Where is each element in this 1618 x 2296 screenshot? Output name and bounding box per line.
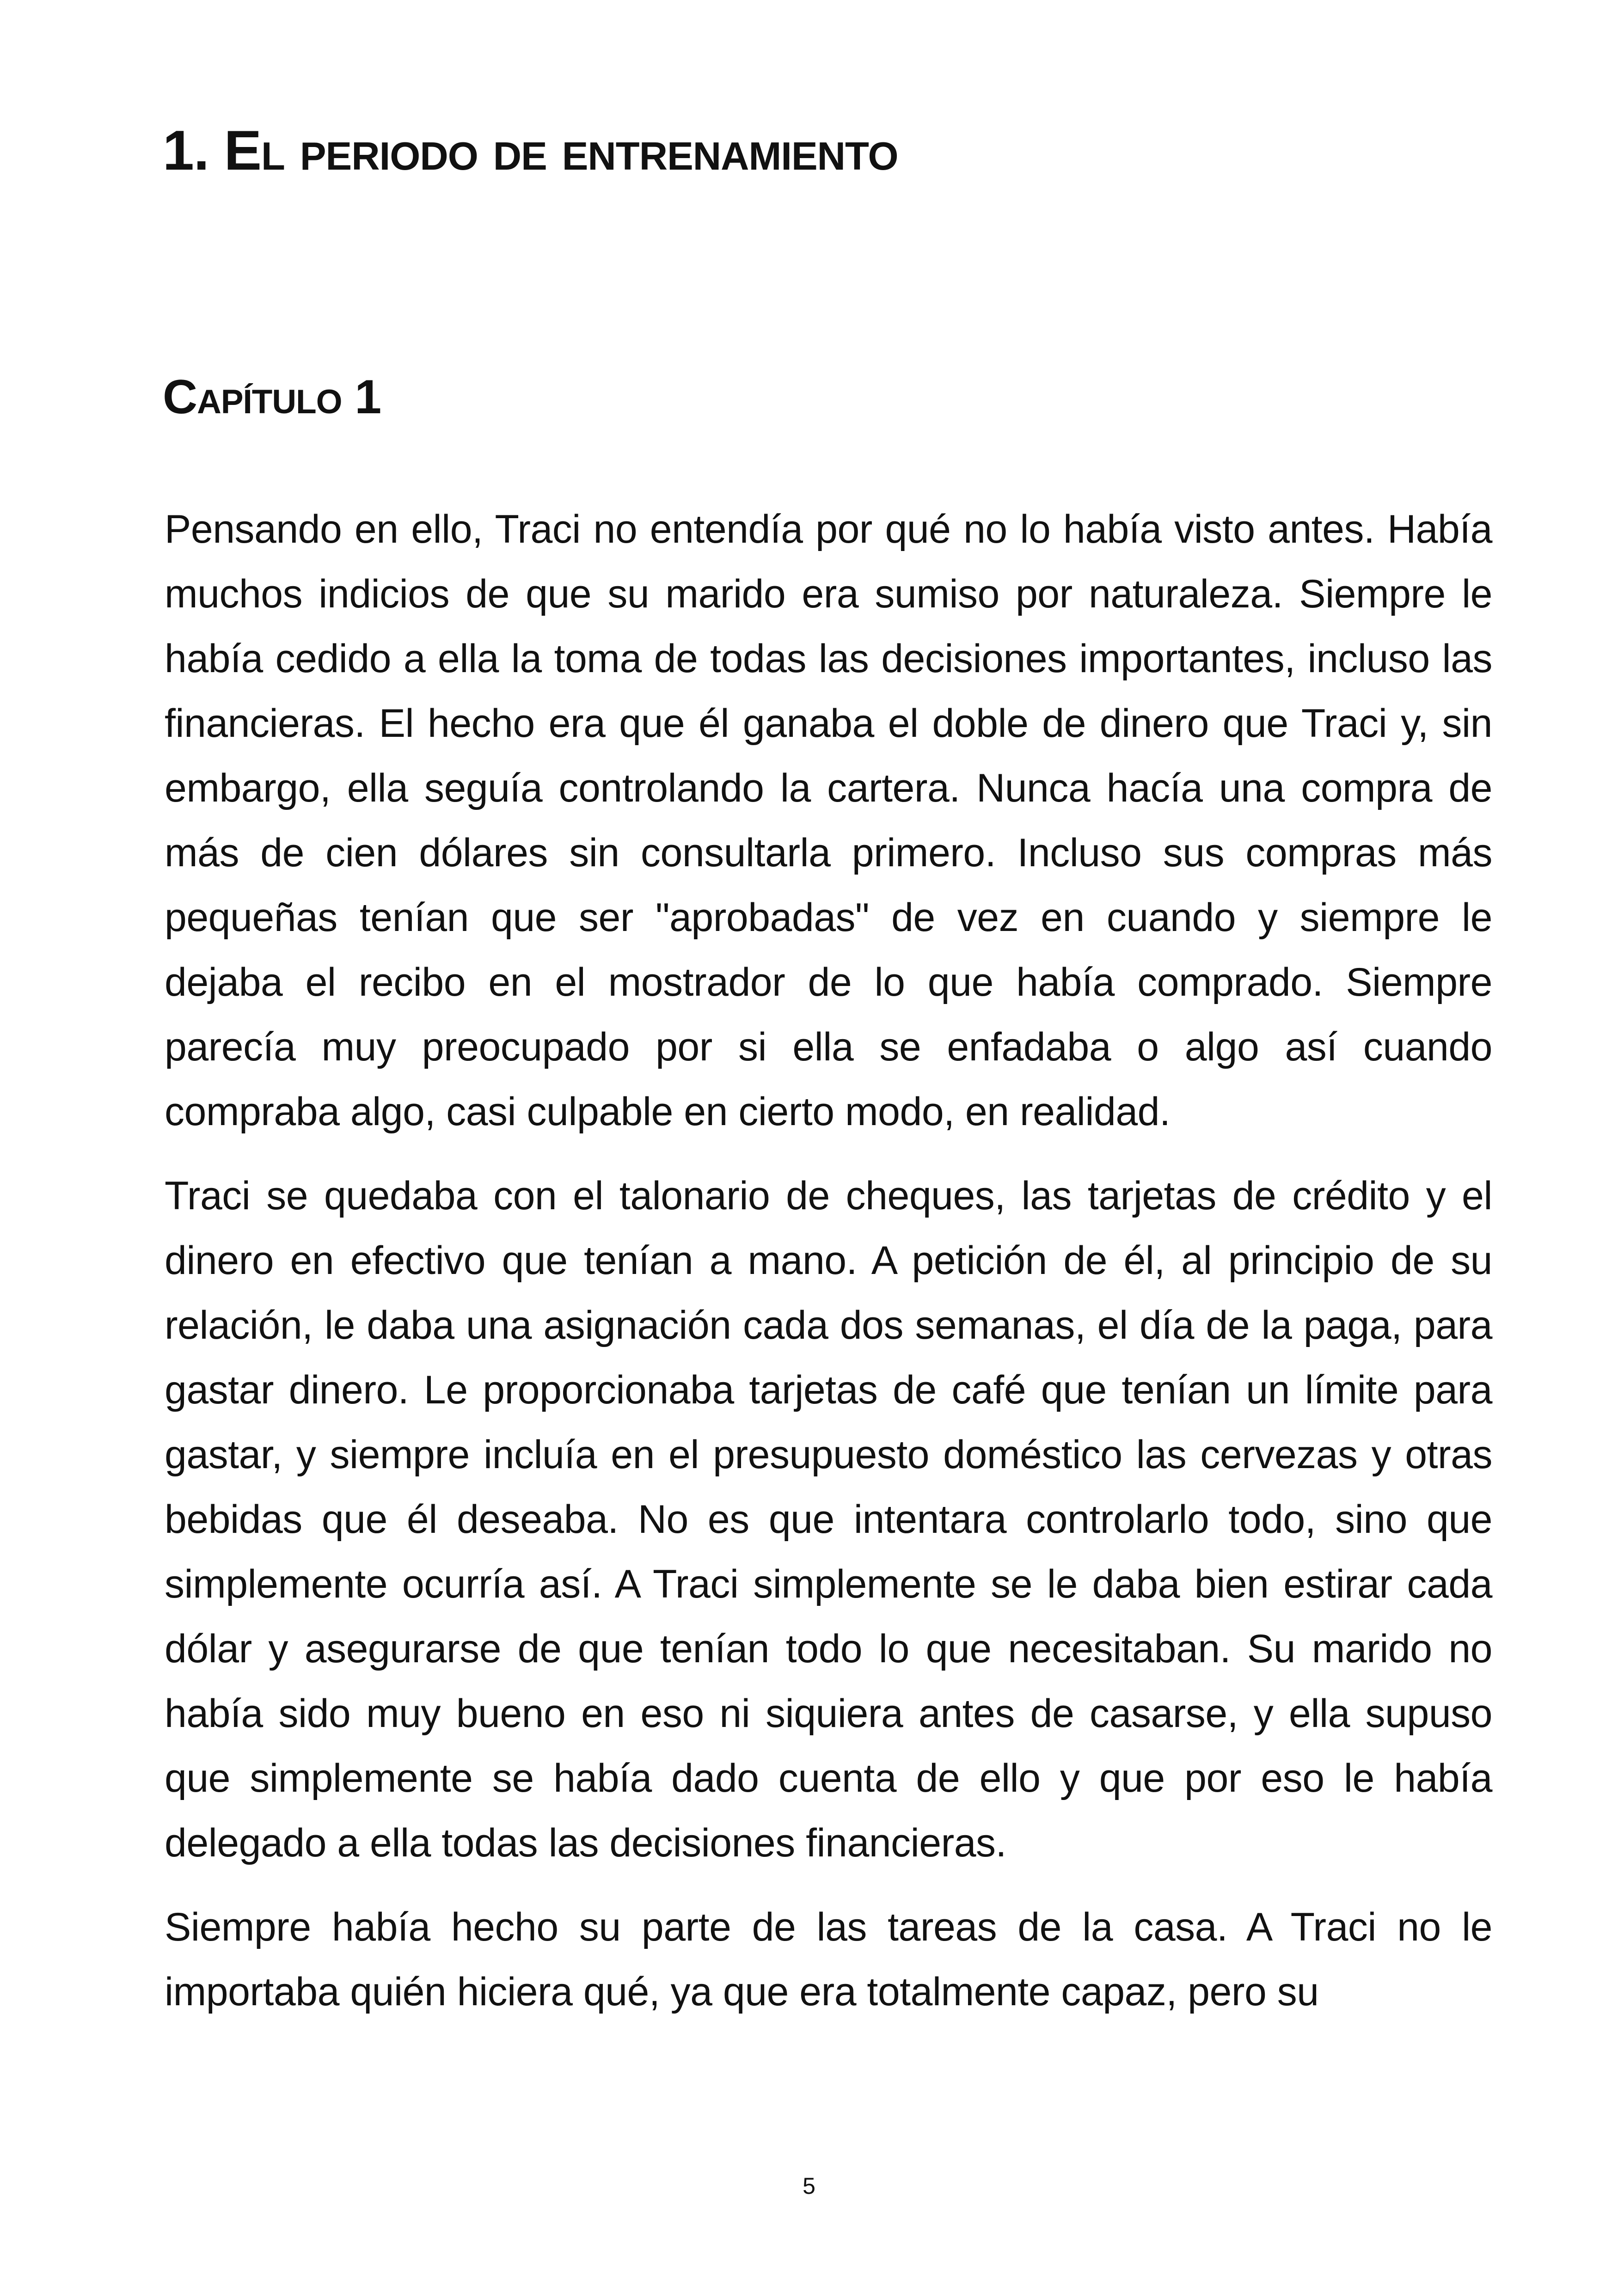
chapter-body	[165, 497, 1492, 2044]
paragraph: Traci se quedaba con el talonario de cheques, las tarjetas de crédito y el dinero en efectivo que tenían a mano. A petición de él, al principio de su relación, le daba una asignación cada dos semanas, el día de la paga, para gastar dinero. Le proporcionaba tarjetas de café que tenían un límite para gastar, y siempre incluía en el presupuesto doméstico las cervezas y otras bebidas que él deseaba. No es que intentara controlarlo todo, sino que simplemente ocurría así. A Traci simplemente se le daba bien estirar cada dólar y asegurarse de que tenían todo lo que necesitaban. Su marido no había sido muy bueno en eso ni siquiera antes de casarse, y ella supuso que simplemente se había dado cuenta de ello y que por eso le había delegado a ella todas las decisiones financieras.	[165, 1174, 1492, 1865]
part-title	[163, 118, 898, 183]
chapter-title	[163, 370, 381, 425]
part-title-text: 1. El periodo de entrenamiento	[163, 119, 898, 182]
page-number: 5	[803, 2173, 815, 2199]
chapter-title-text: Capítulo 1	[163, 370, 381, 424]
paragraph: Pensando en ello, Traci no entendía por qué no lo había visto antes. Había muchos indicios de que su marido era sumiso por naturaleza. Siempre le había cedido a ella la toma de todas las decisiones importantes, incluso las financieras. El hecho era que él ganaba el doble de dinero que Traci y, sin embargo, ella seguía controlando la cartera. Nunca hacía una compra de más de cien dólares sin consultarla primero. Incluso sus compras más pequeñas tenían que ser "aprobadas" de vez en cuando y siempre le dejaba el recibo en el mostrador de lo que había comprado. Siempre parecía muy preocupado por si ella se enfadaba o algo así cuando compraba algo, casi culpable en cierto modo, en realidad.	[165, 507, 1492, 1134]
paragraph: Siempre había hecho su parte de las tareas de la casa. A Traci no le importaba quién hiciera qué, ya que era totalmente capaz, pero su	[165, 1905, 1492, 2014]
